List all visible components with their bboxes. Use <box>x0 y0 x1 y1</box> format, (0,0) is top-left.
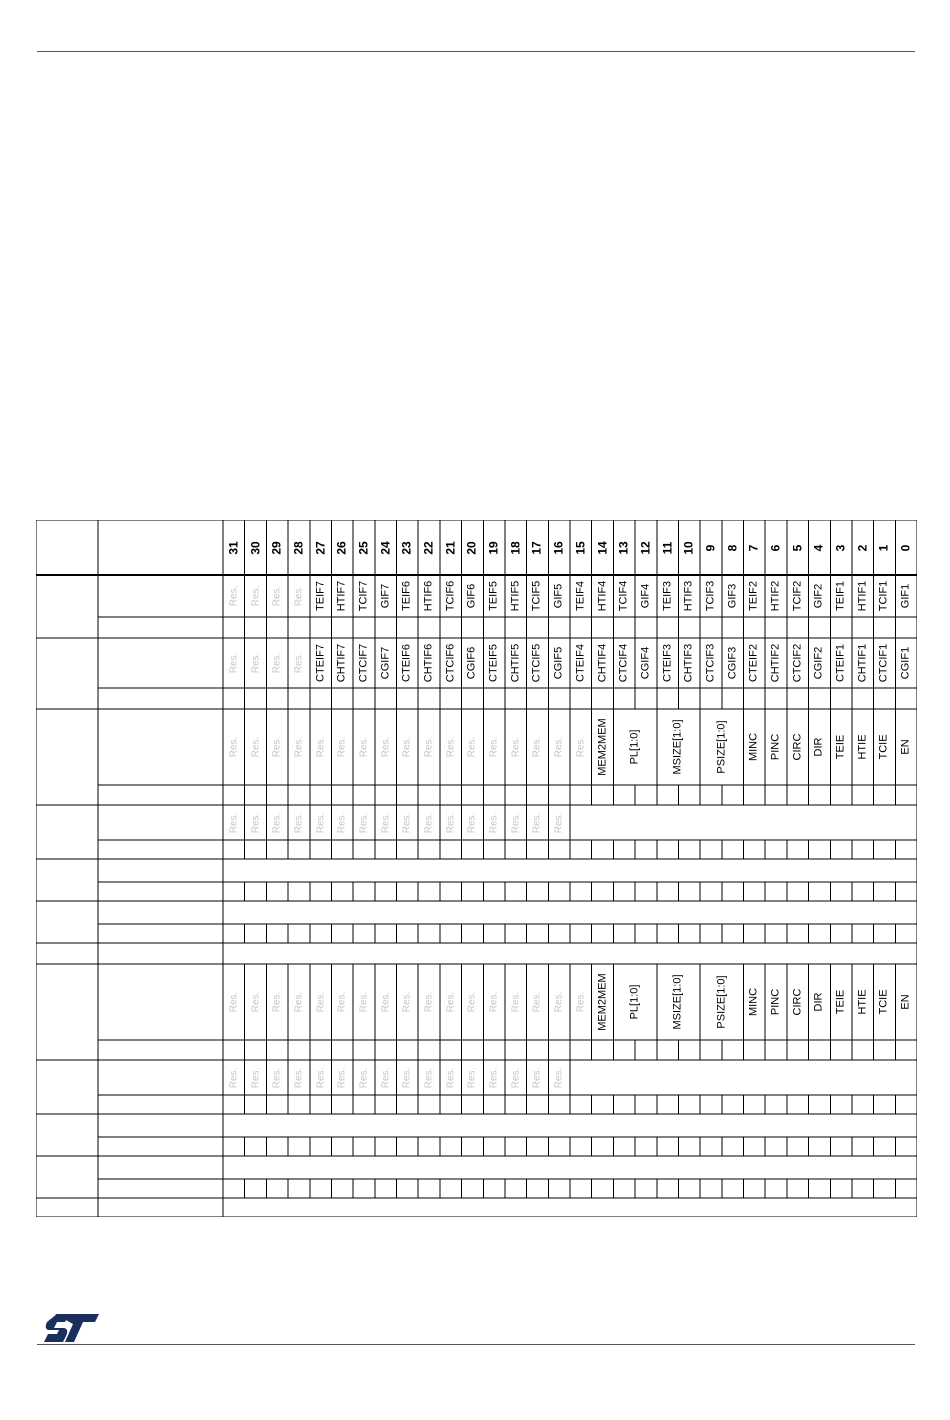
bit-field: CTCIF2 <box>791 643 804 683</box>
bit-number: 16 <box>551 540 566 555</box>
bit-field: MEM2MEM <box>596 973 609 1031</box>
reserved-field: Res. <box>293 652 305 674</box>
reserved-field: Res. <box>531 812 543 833</box>
reserved-field: Res. <box>466 1067 478 1088</box>
bit-field: TEIE <box>834 734 847 760</box>
bit-field: GIF7 <box>379 583 392 609</box>
bit-number: 30 <box>248 540 263 555</box>
bit-field: CTEIF2 <box>747 644 760 682</box>
reserved-field: Res. <box>358 736 370 758</box>
reserved-field: Res. <box>293 585 305 607</box>
bit-number: 15 <box>573 540 588 555</box>
reserved-field: Res. <box>401 812 413 833</box>
bit-field: CHTIF2 <box>769 643 782 683</box>
bit-field: MSIZE[1:0] <box>671 719 684 775</box>
bit-field: HTIF7 <box>335 580 348 612</box>
bit-number: 1 <box>876 544 891 551</box>
bit-field: DIR <box>812 992 825 1012</box>
bit-field: TCIF3 <box>704 580 717 612</box>
reserved-field: Res. <box>271 812 283 833</box>
bit-field: CGIF2 <box>812 646 825 680</box>
bit-field: PL[1:0] <box>628 729 641 765</box>
bit-field: CHTIF4 <box>596 643 609 683</box>
bit-field: HTIF4 <box>596 580 609 612</box>
bit-field: PSIZE[1:0] <box>715 975 728 1029</box>
bit-number: 6 <box>768 544 783 551</box>
reserved-field: Res. <box>293 736 305 758</box>
bit-field: PINC <box>769 733 782 761</box>
bit-field: TCIF4 <box>617 580 630 612</box>
reserved-field: Res. <box>401 1067 413 1088</box>
bit-number: 29 <box>269 540 284 555</box>
reserved-field: Res. <box>315 991 327 1013</box>
bit-field: TCIE <box>877 989 890 1015</box>
header-rule <box>37 51 915 52</box>
bit-field: TCIF7 <box>357 580 370 612</box>
bit-field: CHTIF1 <box>856 643 869 683</box>
bit-field: TCIF1 <box>877 580 890 612</box>
reserved-field: Res. <box>553 1067 565 1088</box>
bit-field: HTIF6 <box>422 580 435 612</box>
bit-field: CGIF1 <box>899 646 912 680</box>
reserved-field: Res. <box>358 1067 370 1088</box>
reserved-field: Res. <box>531 1067 543 1088</box>
bit-field: CHTIF6 <box>422 643 435 683</box>
bit-number: 26 <box>334 540 349 555</box>
bit-field: CGIF5 <box>552 646 565 680</box>
reserved-field: Res. <box>575 736 587 758</box>
bit-field: TEIF3 <box>661 581 674 611</box>
reserved-field: Res. <box>250 812 262 833</box>
reserved-field: Res. <box>271 1067 283 1088</box>
reserved-field: Res. <box>423 991 435 1013</box>
reserved-field: Res. <box>228 812 240 833</box>
bit-field: CGIF4 <box>639 646 652 680</box>
bit-number: 9 <box>703 544 718 551</box>
reserved-field: Res. <box>510 1067 522 1088</box>
reserved-field: Res. <box>271 991 283 1013</box>
bit-number: 2 <box>855 544 870 551</box>
reserved-field: Res. <box>466 812 478 833</box>
reserved-field: Res. <box>445 736 457 758</box>
bit-field: GIF2 <box>812 583 825 609</box>
reserved-field: Res. <box>466 736 478 758</box>
bit-field: PINC <box>769 988 782 1016</box>
reserved-field: Res. <box>336 736 348 758</box>
bit-field: CTEIF4 <box>574 644 587 682</box>
bit-field: CTEIF7 <box>314 644 327 682</box>
bit-field: TEIF7 <box>314 581 327 611</box>
reserved-field: Res. <box>228 585 240 607</box>
reserved-field: Res. <box>250 1067 262 1088</box>
bit-field: MSIZE[1:0] <box>671 974 684 1030</box>
reserved-field: Res. <box>336 812 348 833</box>
reserved-field: Res. <box>445 812 457 833</box>
bit-field: CTEIF1 <box>834 644 847 682</box>
reserved-field: Res. <box>358 991 370 1013</box>
bit-field: CTCIF1 <box>877 643 890 683</box>
reserved-field: Res. <box>445 1067 457 1088</box>
bit-field: TCIF6 <box>444 580 457 612</box>
st-logo-icon <box>43 1312 101 1344</box>
reserved-field: Res. <box>228 1067 240 1088</box>
bit-field: CGIF7 <box>379 646 392 680</box>
bit-field: CHTIF3 <box>682 643 695 683</box>
bit-field: GIF6 <box>465 583 478 609</box>
bit-number: 17 <box>529 540 544 555</box>
bit-field: CHTIF5 <box>509 643 522 683</box>
reserved-field: Res. <box>315 736 327 758</box>
reserved-field: Res. <box>531 991 543 1013</box>
bit-field: HTIF1 <box>856 580 869 612</box>
reserved-field: Res. <box>510 812 522 833</box>
bit-field: PSIZE[1:0] <box>715 720 728 774</box>
bit-number: 12 <box>638 540 653 555</box>
bit-field: CTCIF3 <box>704 643 717 683</box>
bit-field: CTCIF7 <box>357 643 370 683</box>
bit-field: MEM2MEM <box>596 718 609 776</box>
bit-field: CIRC <box>791 733 804 761</box>
bit-number: 27 <box>313 540 328 555</box>
bit-number: 20 <box>464 540 479 555</box>
bit-number: 10 <box>681 540 696 555</box>
reserved-field: Res. <box>488 991 500 1013</box>
bit-field: DIR <box>812 737 825 757</box>
bit-field: GIF5 <box>552 583 565 609</box>
bit-number: 8 <box>725 544 740 551</box>
bit-number: 18 <box>508 540 523 555</box>
bit-field: MINC <box>747 987 760 1017</box>
reserved-field: Res. <box>250 585 262 607</box>
reserved-field: Res. <box>315 812 327 833</box>
bit-field: CTEIF3 <box>661 644 674 682</box>
bit-number: 24 <box>378 540 393 555</box>
bit-field: CTEIF5 <box>487 644 500 682</box>
bit-field: TEIF2 <box>747 581 760 611</box>
reserved-field: Res. <box>488 1067 500 1088</box>
reserved-field: Res. <box>293 812 305 833</box>
reserved-field: Res. <box>380 1067 392 1088</box>
reserved-field: Res. <box>401 991 413 1013</box>
bit-field: PL[1:0] <box>628 984 641 1020</box>
bit-field: CGIF3 <box>726 646 739 680</box>
bit-field: GIF1 <box>899 583 912 609</box>
bit-number: 3 <box>833 544 848 551</box>
bit-number: 14 <box>595 540 610 555</box>
bit-number: 0 <box>898 544 913 551</box>
reserved-field: Res. <box>293 1067 305 1088</box>
bit-field: CTCIF5 <box>530 643 543 683</box>
bit-number: 11 <box>660 541 675 554</box>
reserved-field: Res. <box>228 736 240 758</box>
reserved-field: Res. <box>488 812 500 833</box>
bit-field: TCIE <box>877 734 890 760</box>
reserved-field: Res. <box>553 736 565 758</box>
reserved-field: Res. <box>553 812 565 833</box>
bit-field: HTIE <box>856 989 869 1015</box>
reserved-field: Res. <box>380 736 392 758</box>
bit-field: GIF3 <box>726 583 739 609</box>
footer-rule <box>37 1344 915 1345</box>
bit-field: TEIF5 <box>487 581 500 611</box>
bit-field: CIRC <box>791 988 804 1016</box>
bit-field: TEIF1 <box>834 581 847 611</box>
reserved-field: Res. <box>488 736 500 758</box>
reserved-field: Res. <box>250 991 262 1013</box>
reserved-field: Res. <box>531 736 543 758</box>
bit-field: CTEIF6 <box>400 644 413 682</box>
reserved-field: Res. <box>380 991 392 1013</box>
bit-number: 25 <box>356 540 371 555</box>
reserved-field: Res. <box>466 991 478 1013</box>
register-map-table <box>36 520 917 1217</box>
reserved-field: Res. <box>510 736 522 758</box>
bit-field: HTIE <box>856 734 869 760</box>
bit-field: CHTIF7 <box>335 643 348 683</box>
reserved-field: Res. <box>553 991 565 1013</box>
bit-field: MINC <box>747 732 760 762</box>
bit-field: TCIF2 <box>791 580 804 612</box>
bit-field: HTIF5 <box>509 580 522 612</box>
reserved-field: Res. <box>228 652 240 674</box>
bit-number: 5 <box>790 544 805 551</box>
bit-number: 31 <box>226 540 241 555</box>
reserved-field: Res. <box>250 652 262 674</box>
bit-number: 7 <box>746 544 761 551</box>
bit-field: CTCIF6 <box>444 643 457 683</box>
reserved-field: Res. <box>271 736 283 758</box>
reserved-field: Res. <box>423 736 435 758</box>
bit-number: 4 <box>811 544 826 551</box>
reserved-field: Res. <box>250 736 262 758</box>
bit-number: 21 <box>443 540 458 555</box>
reserved-field: Res. <box>315 1067 327 1088</box>
reserved-field: Res. <box>510 991 522 1013</box>
bit-field: TEIF4 <box>574 581 587 611</box>
bit-field: HTIF2 <box>769 580 782 612</box>
reserved-field: Res. <box>336 991 348 1013</box>
reserved-field: Res. <box>336 1067 348 1088</box>
reserved-field: Res. <box>401 736 413 758</box>
bit-number: 28 <box>291 540 306 555</box>
bit-field: TEIE <box>834 989 847 1015</box>
bit-field: HTIF3 <box>682 580 695 612</box>
reserved-field: Res. <box>358 812 370 833</box>
bit-number: 13 <box>616 540 631 555</box>
reserved-field: Res. <box>271 585 283 607</box>
reserved-field: Res. <box>271 652 283 674</box>
reserved-field: Res. <box>380 812 392 833</box>
bit-field: EN <box>899 739 912 755</box>
reserved-field: Res. <box>445 991 457 1013</box>
bit-field: TCIF5 <box>530 580 543 612</box>
reserved-field: Res. <box>228 991 240 1013</box>
bit-number: 19 <box>486 540 501 555</box>
reserved-field: Res. <box>293 991 305 1013</box>
bit-number: 22 <box>421 540 436 555</box>
bit-field: CTCIF4 <box>617 643 630 683</box>
bit-number: 23 <box>399 540 414 555</box>
bit-field: GIF4 <box>639 583 652 609</box>
bit-field: TEIF6 <box>400 581 413 611</box>
reserved-field: Res. <box>423 812 435 833</box>
reserved-field: Res. <box>423 1067 435 1088</box>
reserved-field: Res. <box>575 991 587 1013</box>
bit-field: CGIF6 <box>465 646 478 680</box>
bit-field: EN <box>899 994 912 1010</box>
